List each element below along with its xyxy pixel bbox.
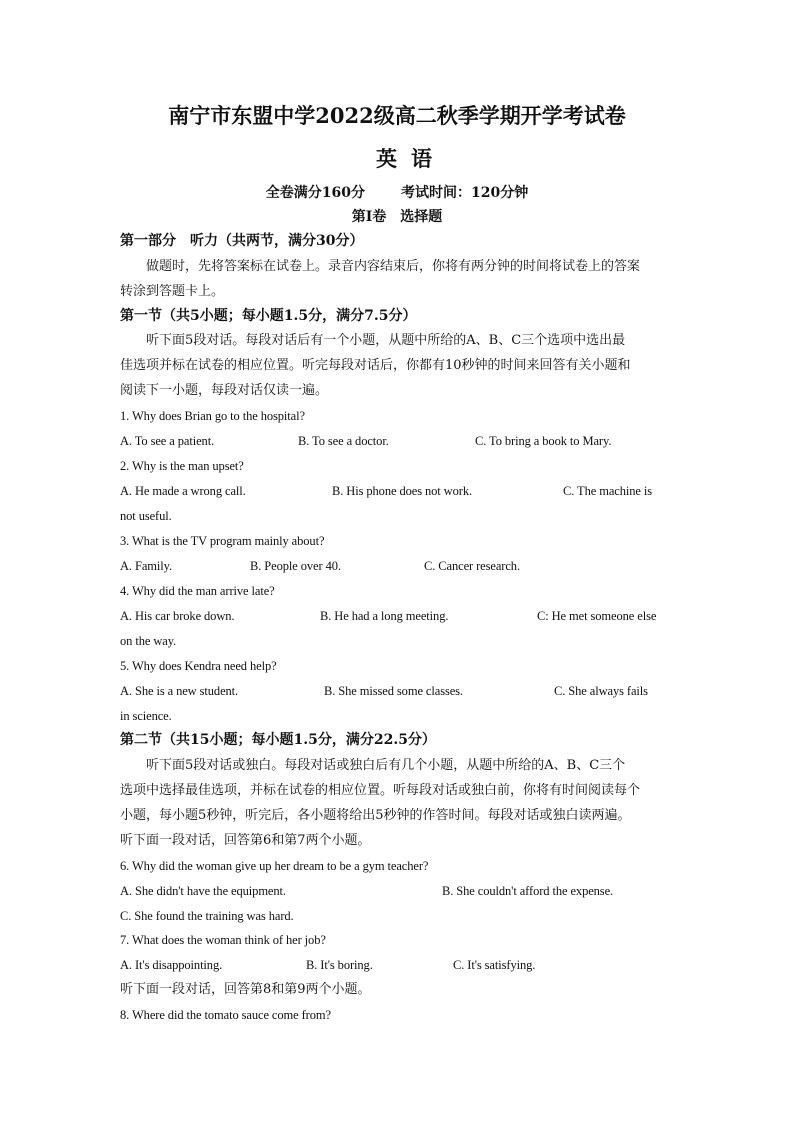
question-6: 6. Why did the woman give up her dream to be a gym teacher?	[120, 859, 429, 873]
q3-option-a: A. Family.	[120, 559, 173, 573]
question-2: 2. Why is the man upset?	[120, 459, 244, 473]
full-score: 全卷满分160分	[265, 185, 365, 201]
q3-option-c: C. Cancer research.	[424, 559, 520, 573]
lead-questions-6-7: 听下面一段对话，回答第6和第7两个小题。	[120, 833, 371, 848]
part1-intro-line2: 转涂到答题卡上。	[120, 284, 225, 299]
q2-option-b: B. His phone does not work.	[332, 484, 473, 498]
section2-heading: 第二节（共15小题；每小题1.5分，满分22.5分）	[120, 732, 436, 748]
q5-option-a: A. She is a new student.	[120, 684, 239, 698]
q7-option-c: C. It's satisfying.	[453, 958, 536, 972]
q2-option-c: C. The machine is	[563, 484, 653, 498]
part1-intro-line1: 做题时，先将答案标在试卷上。录音内容结束后，你将有两分钟的时间将试卷上的答案	[146, 259, 641, 274]
q7-option-b: B. It's boring.	[306, 958, 373, 972]
question-5: 5. Why does Kendra need help?	[120, 659, 277, 673]
q1-option-c: C. To bring a book to Mary.	[475, 434, 612, 448]
section2-instr-line2: 选项中选择最佳选项，并标在试卷的相应位置。听每段对话或独白前，你将有时间阅读每个	[120, 783, 641, 798]
section2-instr-line1: 听下面5段对话或独白。每段对话或独白后有几个小题，从题中所给的A、B、C三个	[146, 758, 626, 773]
q6-option-a: A. She didn't have the equipment.	[120, 884, 286, 898]
subject-title: 英语	[376, 146, 446, 171]
exam-time: 考试时间：120分钟	[401, 185, 529, 201]
exam-info	[0, 184, 794, 202]
q5-option-b: B. She missed some classes.	[324, 684, 463, 698]
question-4: 4. Why did the man arrive late?	[120, 584, 275, 598]
section1-instr-line3: 阅读下一小题，每段对话仅读一遍。	[120, 383, 329, 398]
q2-option-a: A. He made a wrong call.	[120, 484, 246, 498]
question-8: 8. Where did the tomato sauce come from?	[120, 1008, 331, 1022]
q7-option-a: A. It's disappointing.	[120, 958, 223, 972]
question-3: 3. What is the TV program mainly about?	[120, 534, 325, 548]
question-1: 1. Why does Brian go to the hospital?	[120, 409, 305, 423]
section1-heading: 第一节（共5小题；每小题1.5分，满分7.5分）	[120, 308, 417, 324]
q4-option-c-continued: on the way.	[120, 634, 177, 648]
q4-option-c: C: He met someone else	[537, 609, 657, 623]
question-7: 7. What does the woman think of her job?	[120, 933, 326, 947]
volume-heading: 第I卷 选择题	[351, 209, 443, 225]
q5-option-c: C. She always fails	[554, 684, 648, 698]
section2-instr-line3: 小题，每小题5秒钟，听完后，各小题将给出5秒钟的作答时间。每段对话或独白读两遍。	[120, 808, 631, 823]
q5-option-c-continued: in science.	[120, 709, 172, 723]
q4-option-b: B. He had a long meeting.	[320, 609, 449, 623]
section1-instr-line2: 佳选项并标在试卷的相应位置。听完每段对话后，你都有10秒钟的时间来回答有关小题和	[120, 358, 631, 373]
exam-title: 南宁市东盟中学2022级高二秋季学期开学考试卷	[168, 103, 626, 128]
q4-option-a: A. His car broke down.	[120, 609, 235, 623]
part1-heading: 第一部分 听力（共两节，满分30分）	[120, 233, 364, 249]
lead-questions-8-9: 听下面一段对话，回答第8和第9两个小题。	[120, 982, 371, 997]
q6-option-c: C. She found the training was hard.	[120, 909, 294, 923]
q1-option-b: B. To see a doctor.	[298, 434, 389, 448]
q6-option-b: B. She couldn't afford the expense.	[442, 884, 614, 898]
q1-option-a: A. To see a patient.	[120, 434, 215, 448]
q2-option-c-continued: not useful.	[120, 509, 172, 523]
q3-option-b: B. People over 40.	[250, 559, 341, 573]
section1-instr-line1: 听下面5段对话。每段对话后有一个小题，从题中所给的A、B、C三个选项中选出最	[146, 333, 626, 348]
